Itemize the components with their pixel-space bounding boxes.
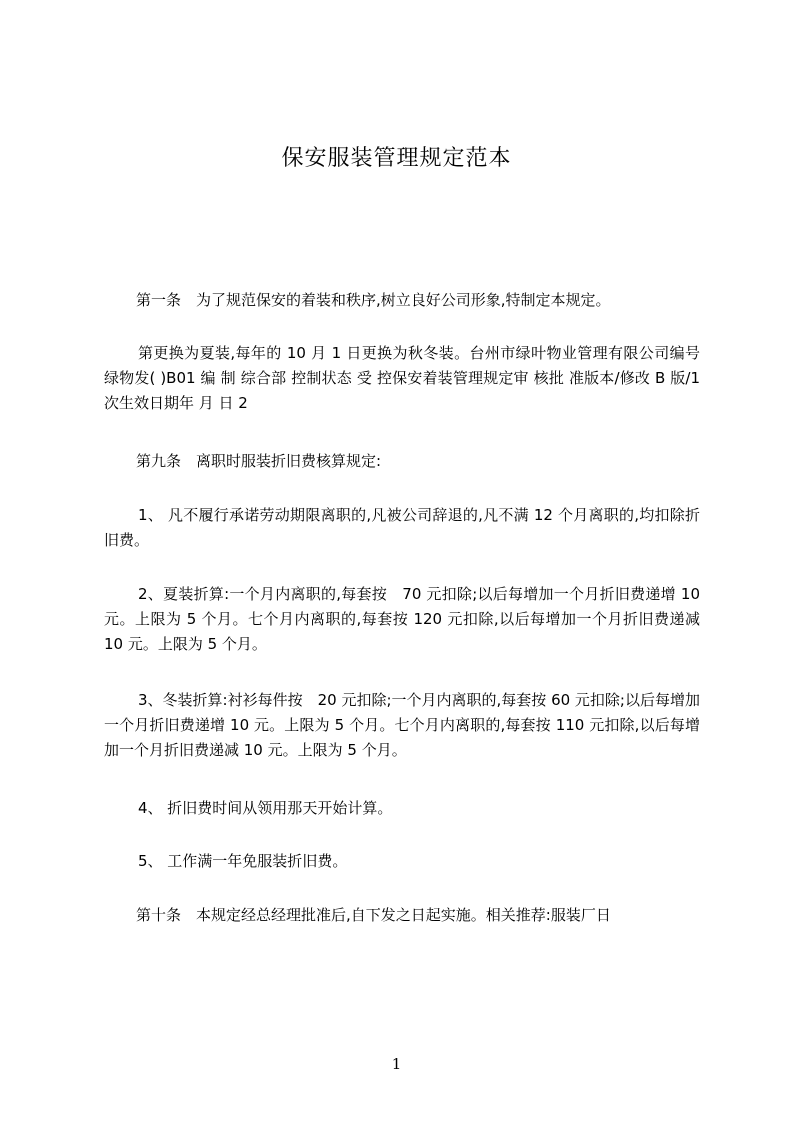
paragraph-item-3: 3、冬装折算:衬衫每件按 20 元扣除;一个月内离职的,每套按 60 元扣除;以后每增加一个月折旧费递增 10 元。上限为 5 个月。七个月内离职的,每套按 110 元扣除,以后每增加一个月折旧费递减 10 元。上限为 5 个月。: [104, 691, 700, 759]
paragraph-item-4: 4、 折旧费时间从领用那天开始计算。: [138, 799, 393, 817]
paragraph-article-9: 第九条 离职时服装折旧费核算规定:: [136, 452, 382, 470]
paragraph-item-1: 1、 凡不履行承诺劳动期限离职的,凡被公司辞退的,凡不满 12 个月离职的,均扣除折旧费。: [104, 506, 700, 549]
paragraph-item-5: 5、 工作满一年免服装折旧费。: [138, 852, 348, 870]
paragraph-article-1: 第一条 为了规范保安的着装和秩序,树立良好公司形象,特制定本规定。: [136, 291, 611, 309]
page-number: 1: [391, 1055, 402, 1073]
paragraph-article-10: 第十条 本规定经总经理批准后,自下发之日起实施。相关推荐:服装厂日: [136, 906, 611, 924]
paragraph-item-2: 2、夏装折算:一个月内离职的,每套按 70 元扣除;以后每增加一个月折旧费递增 10 元。上限为 5 个月。七个月内离职的,每套按 120 元扣除,以后每增加一个月折旧费递减 10 元。上限为 5 个月。: [104, 585, 700, 653]
document-title: 保安服装管理规定范本: [281, 146, 512, 171]
paragraph-uniform-change: 第更换为夏装,每年的 10 月 1 日更换为秋冬装。台州市绿叶物业管理有限公司编号 绿物发( )B01 编 制 综合部 控制状态 受 控保安着装管理规定审 核批 准版本/修改 B 版/1 次生效日期年 月 日 2: [104, 344, 700, 412]
